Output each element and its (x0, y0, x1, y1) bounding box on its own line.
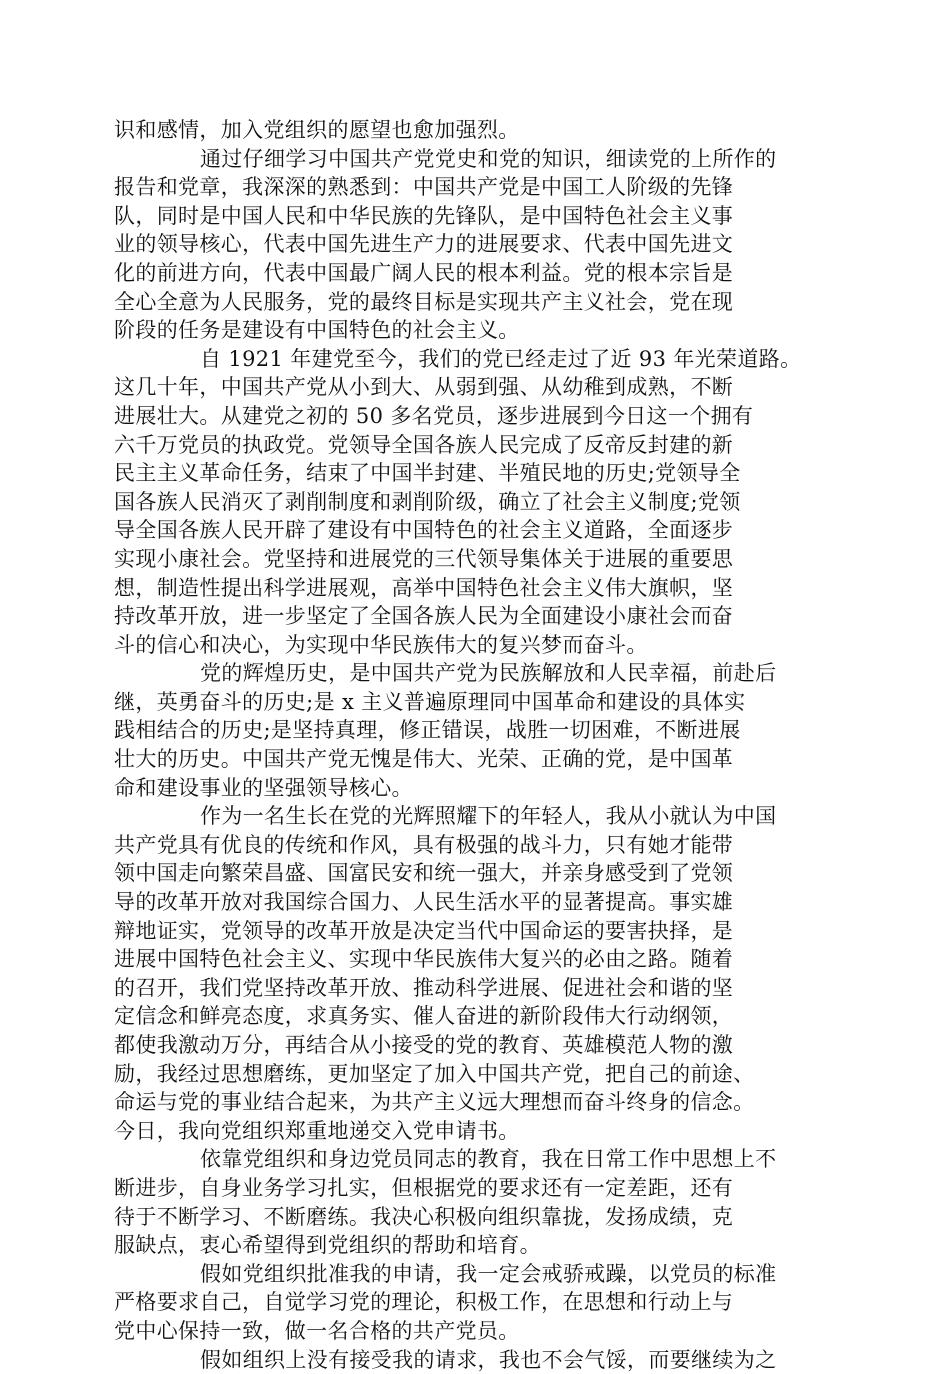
paragraph-first-line: 依靠党组织和身边党员同志的教育，我在日常工作中思想上不 (200, 1147, 777, 1172)
text-line: 业的领导核心，代表中国先进生产力的进展要求、代表中国先进文 (114, 232, 734, 257)
text-line: 报告和党章，我深深的熟悉到：中国共产党是中国工人阶级的先锋 (114, 175, 734, 200)
text-line: 斗的信心和决心，为实现中华民族伟大的复兴梦而奋斗。 (114, 632, 648, 657)
paragraph-first-line: 作为一名生长在党的光辉照耀下的年轻人，我从小就认为中国 (200, 804, 777, 829)
text-line: 导的改革开放对我国综合国力、人民生活水平的显著提高。事实雄 (114, 890, 734, 915)
text-line: 持改革开放，进一步坚定了全国各族人民为全面建设小康社会而奋 (114, 604, 734, 629)
text-line: 命运与党的事业结合起来，为共产主义远大理想而奋斗终身的信念。 (114, 1090, 755, 1115)
text-line: 严格要求自己，自觉学习党的理论，积极工作，在思想和行动上与 (114, 1290, 734, 1315)
text-line: 化的前进方向，代表中国最广阔人民的根本利益。党的根本宗旨是 (114, 260, 734, 285)
text-line: 民主主义革命任务，结束了中国半封建、半殖民地的历史;党领导全 (114, 461, 741, 486)
text-line: 待于不断学习、不断磨练。我决心积极向组织靠拢，发扬成绩，克 (114, 1204, 734, 1229)
text-line: 继，英勇奋斗的历史;是 x 主义普遍原理同中国革命和建设的具体实 (114, 689, 746, 714)
text-line: 这几十年，中国共产党从小到大、从弱到强、从幼稚到成熟，不断 (114, 375, 734, 400)
text-line: 命和建设事业的坚强领导核心。 (114, 775, 413, 800)
paragraph-first-line: 通过仔细学习中国共产党党史和党的知识，细读党的上所作的 (200, 146, 777, 171)
paragraph-first-line: 自 1921 年建党至今，我们的党已经走过了近 93 年光荣道路。 (200, 346, 802, 371)
text-line: 共产党具有优良的传统和作风，具有极强的战斗力，只有她才能带 (114, 832, 734, 857)
paragraph-first-line: 假如党组织批准我的申请，我一定会戒骄戒躁，以党员的标准 (200, 1261, 777, 1286)
text-line: 今日，我向党组织郑重地递交入党申请书。 (114, 1118, 520, 1143)
text-line: 党中心保持一致，做一名合格的共产党员。 (114, 1318, 520, 1343)
text-line: 进展中国特色社会主义、实现中华民族伟大复兴的必由之路。随着 (114, 947, 734, 972)
paragraph-first-line: 假如组织上没有接受我的请求，我也不会气馁，而要继续为之 (200, 1347, 777, 1372)
text-line: 识和感情，加入党组织的愿望也愈加强烈。 (114, 118, 520, 142)
text-line: 服缺点，衷心希望得到党组织的帮助和培育。 (114, 1233, 541, 1258)
text-line: 阶段的任务是建设有中国特色的社会主义。 (114, 318, 520, 343)
text-line: 导全国各族人民开辟了建设有中国特色的社会主义道路，全面逐步 (114, 518, 734, 543)
text-line: 实现小康社会。党坚持和进展党的三代领导集体关于进展的重要思 (114, 546, 734, 571)
text-line: 践相结合的历史;是坚持真理，修正错误，战胜一切困难，不断进展 (114, 718, 741, 743)
text-line: 领中国走向繁荣昌盛、国富民安和统一强大，并亲身感受到了党领 (114, 861, 734, 886)
text-line: 进展壮大。从建党之初的 50 多名党员，逐步进展到今日这一个拥有 (114, 403, 754, 428)
text-line: 队，同时是中国人民和中华民族的先锋队，是中国特色社会主义事 (114, 203, 734, 228)
text-line: 定信念和鲜亮态度，求真务实、催人奋进的新阶段伟大行动纲领， (114, 1004, 734, 1029)
text-line: 都使我激动万分，再结合从小接受的党的教育、英雄模范人物的激 (114, 1033, 734, 1057)
text-line: 励，我经过思想磨练，更加坚定了加入中国共产党，把自己的前途、 (114, 1061, 755, 1086)
text-line: 辩地证实，党领导的改革开放是决定当代中国命运的要害抉择，是 (114, 918, 734, 943)
paragraph-first-line: 党的辉煌历史，是中国共产党为民族解放和人民幸福，前赴后 (200, 661, 777, 686)
text-line: 壮大的历史。中国共产党无愧是伟大、光荣、正确的党，是中国革 (114, 747, 734, 772)
text-line: 断进步，自身业务学习扎实，但根据党的要求还有一定差距，还有 (114, 1175, 734, 1200)
text-line: 国各族人民消灭了剥削制度和剥削阶级，确立了社会主义制度;党领 (114, 489, 741, 514)
text-line: 想，制造性提出科学进展观，高举中国特色社会主义伟大旗帜，坚 (114, 575, 734, 600)
document-body (114, 116, 834, 1374)
text-line: 全心全意为人民服务，党的最终目标是实现共产主义社会，党在现 (114, 289, 734, 314)
text-line: 六千万党员的执政党。党领导全国各族人民完成了反帝反封建的新 (114, 432, 734, 457)
text-line: 的召开，我们党坚持改革开放、推动科学进展、促进社会和谐的坚 (114, 975, 734, 1000)
